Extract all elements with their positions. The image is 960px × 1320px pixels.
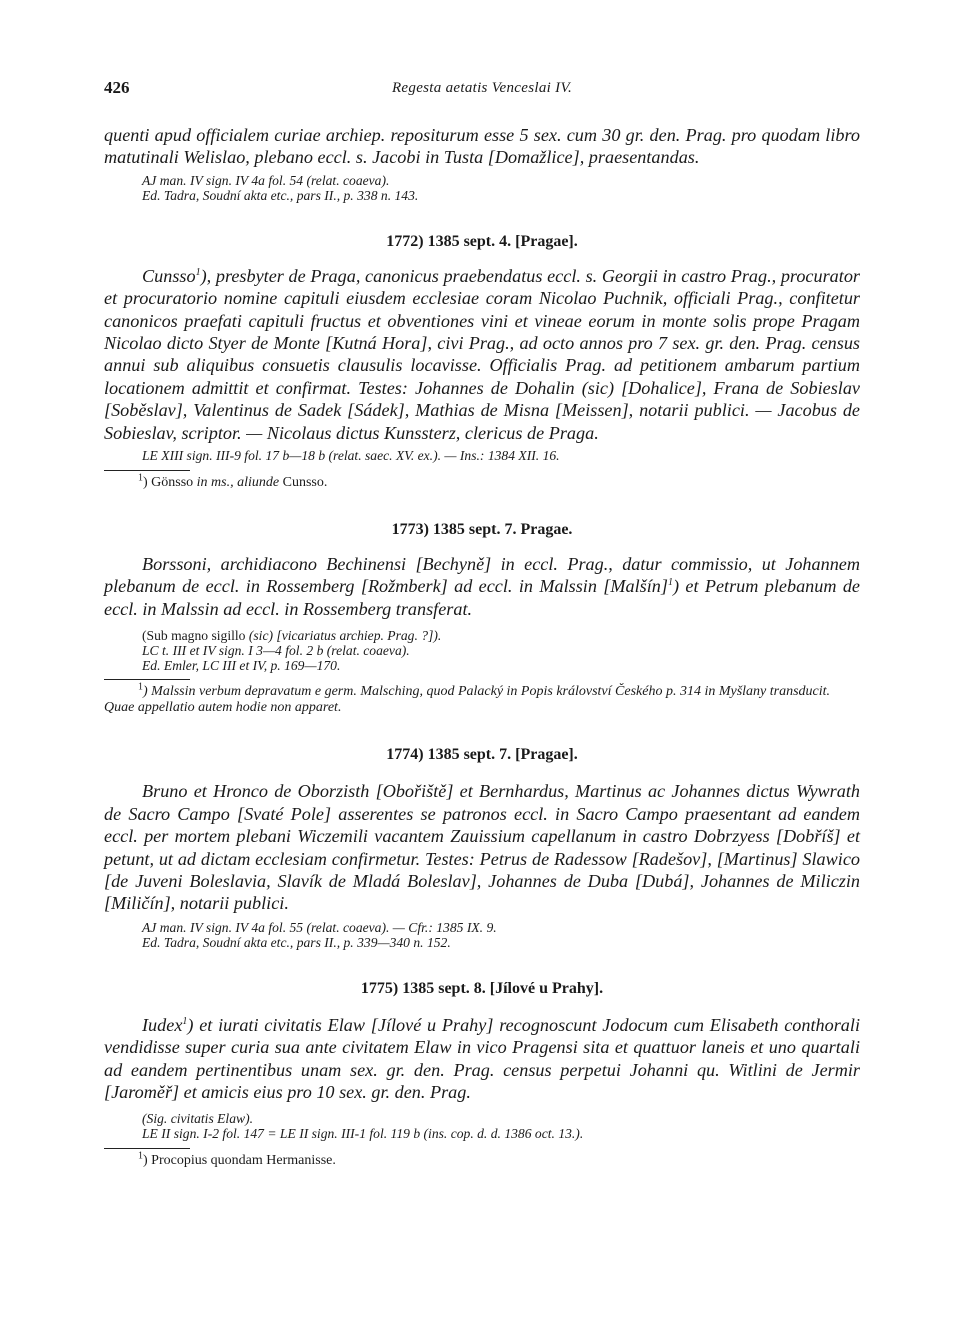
regest-text-1774: Bruno et Hronco de Oborzisth [Obořiště] et Bernhardus, Martinus ac Johannes dictus Wywrath de Sacro Campo [Svaté Pole] asserentes se patronos eccl. in Sacro Campo praesentant ad eandem eccl. per mortem plebani Wiczemili vacantem Zauissium capellanum in castro Dobrzyess [Dobříš] et petunt, ut ad dictam ecclesiam confirmetur. Testes: Petrus de Radessow [Radešov], [Martinus] Slawico [de Juveni Boleslavia, Slavík de Mladá Boleslav], Johannes de Duba [Dubá], Johannes de Miliczin [Miličín], notarii publici.: [104, 781, 860, 914]
footnote-rule: [104, 470, 190, 471]
regest-text-1772: [104, 265, 860, 444]
footnote-marker: 1: [195, 266, 201, 278]
running-title: Regesta aetatis Venceslai IV.: [391, 80, 573, 96]
page-number: 426: [104, 78, 130, 97]
continuation-text: quenti apud officialem curiae archiep. repositurum esse 5 sex. cum 30 gr. den. Prag. pro quodam libro matutinali Welislao, plebano eccl. s. Jacobi in Tusta [Domažlice], praesentandas.: [104, 125, 860, 168]
footnote-number: 1: [138, 1150, 143, 1162]
document-page: [104, 78, 860, 1169]
regest-source-1773: LC t. III et IV sign. I 3—4 fol. 2 b (relat. coaeva).: [142, 643, 410, 659]
regest-name-1772: Cunsso: [142, 265, 196, 286]
regest-text-1775: [104, 1014, 860, 1104]
regest-heading-1775: 1775) 1385 sept. 8. [Jílové u Prahy].: [360, 979, 604, 997]
footnote-marker: 1: [182, 1015, 188, 1027]
regest-heading-1773: 1773) 1385 sept. 7. Pragae.: [391, 521, 573, 539]
footnote-marker: 1: [667, 577, 673, 589]
footnote-number: 1: [138, 472, 143, 484]
footnote-rule: [104, 679, 190, 680]
regest-edition-1773: Ed. Emler, LC III et IV, p. 169—170.: [142, 658, 341, 674]
footnote-1772: $^1$) Gönsso in ms., aliunde Cunsso.: [138, 472, 328, 491]
regest-seal-1773: (Sub magno sigillo (sic) [vicariatus archiep. Prag. ?]).: [142, 628, 442, 644]
footnote-number: 1: [138, 681, 143, 693]
continuation-source: AJ man. IV sign. IV 4a fol. 54 (relat. coaeva).: [142, 172, 390, 188]
regest-name-1775: Iudex: [142, 1014, 183, 1035]
regest-source-1772: LE XIII sign. III-9 fol. 17 b—18 b (relat. saec. XV. ex.). — Ins.: 1384 XII. 16.: [142, 448, 560, 464]
regest-text-1773: Borssoni, archidiacono Bechinensi [Bechyně] in eccl. Prag., datur commissio, ut Johannem plebanum de eccl. in Rossemberg [Rožmberk] ad eccl. in Malssin [Malšín]$^1$) et Petrum plebanum de eccl. in Malssin ad eccl. in Rossemberg transferat.: [104, 554, 861, 619]
footnote-1775: $^1$) Procopius quondam Hermanisse.: [138, 1150, 336, 1169]
regest-body-1775: ) et iurati civitatis Elaw [Jílové u Prahy] recognoscunt Jodocum cum Elisabeth conthorali vendidisse super curia sua ante civitatem Elaw in vico Pragensi sita et quattuor laneis et uno quartali ad eandem pertinentibus unam sex. gr. den. Prag. census perpetui Johanni qu. Witlini de Jermir [Jaroměř] et amicis eius pro 10 sex. gr. den. Prag.: [104, 1014, 860, 1102]
continuation-edition: Ed. Tadra, Soudní akta etc., pars II., p. 338 n. 143.: [142, 187, 419, 203]
regest-source-1775: LE II sign. I-2 fol. 147 = LE II sign. III-1 fol. 119 b (ins. cop. d. d. 1386 oct. 13.).: [142, 1126, 584, 1142]
regest-seal-1775: (Sig. civitatis Elaw).: [142, 1111, 254, 1127]
page-header: [104, 78, 860, 102]
regest-edition-1774: Ed. Tadra, Soudní akta etc., pars II., p. 339—340 n. 152.: [142, 934, 451, 950]
regest-heading-1772: 1772) 1385 sept. 4. [Pragae].: [386, 232, 578, 250]
footnote-1773: $^1$) Malssin verbum depravatum e germ. Malsching, quod Palacký in Popis království Českého p. 314 in Myšlany transducit. Quae appellatio autem hodie non apparet.: [104, 681, 831, 716]
regest-source-1774: AJ man. IV sign. IV 4a fol. 55 (relat. coaeva). — Cfr.: 1385 IX. 9.: [142, 919, 497, 935]
footnote-rule: [104, 1148, 190, 1149]
regest-heading-1774: 1774) 1385 sept. 7. [Pragae].: [386, 746, 578, 764]
regest-body-1772: ), presbyter de Praga, canonicus praebendatus eccl. s. Georgii in castro Prag., procurator et procuratorio nomine capituli eiusdem ecclesiae coram Nicolao Puchnik, officiali Prag., confitetur canonicos praefati capituli fructus et obventiones vini et vineae eorum in monte solis prope Pragam Nicolao dicto Styer de Monte [Kutná Hora], civi Prag., ad octo annos pro 7 sex. gr. den. Prag. census annui sub aliquibus consuetis clausulis locavisse. Officialis Prag. ad petitionem ambarum partium locationem admittit et confirmat. Testes: Johannes de Dohalin (sic) [Dohalice], Frana de Sobieslav [Soběslav], Valentinus de Sadek [Sádek], Mathias de Misna [Meissen], notarii publici. — Jacobus de Sobieslav, scriptor. — Nicolaus dictus Kunssterz, clericus de Praga.: [104, 265, 860, 443]
